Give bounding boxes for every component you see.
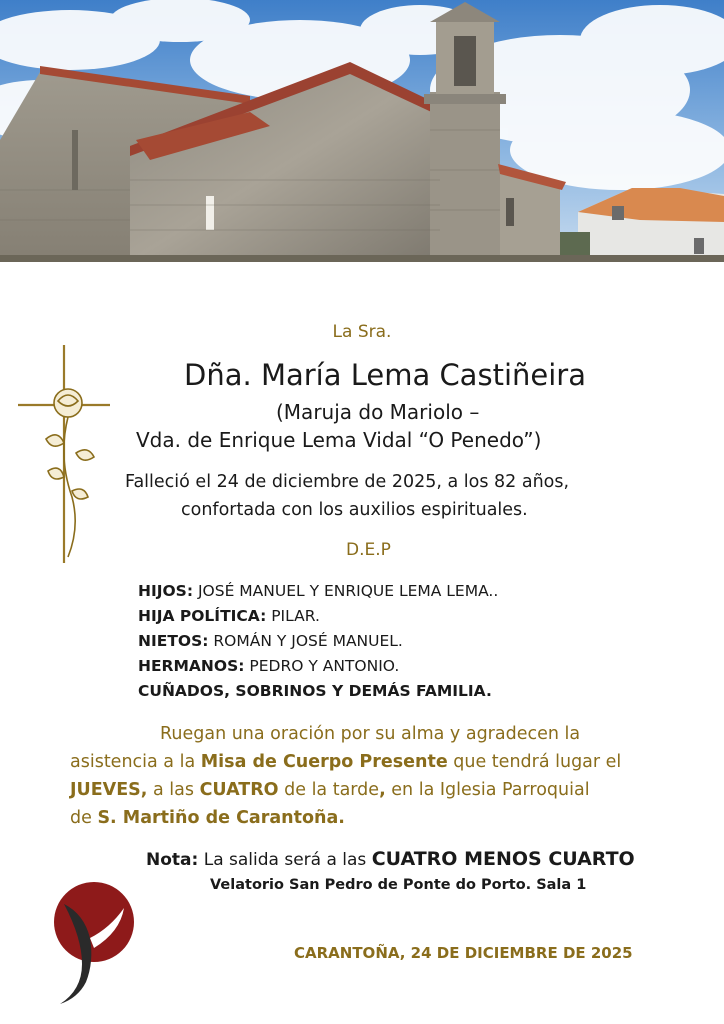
wake-location: Velatorio San Pedro de Ponte do Porto. Sala 1 bbox=[210, 877, 587, 893]
family-label: NIETOS: bbox=[138, 632, 209, 650]
prayer-line-4 bbox=[70, 804, 345, 833]
family-label: HIJOS: bbox=[138, 582, 194, 600]
family-value: ROMÁN Y JOSÉ MANUEL. bbox=[208, 632, 403, 650]
family-value: JOSÉ MANUEL Y ENRIQUE LEMA LEMA.. bbox=[193, 582, 499, 600]
prayer-text: a las bbox=[147, 780, 200, 800]
prayer-comma: , bbox=[379, 780, 386, 800]
family-row-other-relatives bbox=[138, 682, 492, 700]
family-label: CUÑADOS, SOBRINOS Y DEMÁS FAMILIA. bbox=[138, 682, 492, 700]
prayer-text: que tendrá lugar el bbox=[447, 752, 622, 772]
prayer-text: en la Iglesia Parroquial bbox=[385, 780, 590, 800]
dep-label: D.E.P bbox=[346, 540, 391, 560]
deceased-alias: (Maruja do Mariolo – bbox=[276, 400, 480, 424]
header-church-photo bbox=[0, 0, 724, 262]
family-label: HERMANOS: bbox=[138, 657, 245, 675]
intro-label: La Sra. bbox=[332, 322, 392, 342]
prayer-text: asistencia a la bbox=[70, 752, 201, 772]
family-row-siblings bbox=[138, 657, 399, 675]
funeral-home-logo bbox=[46, 880, 138, 1006]
prayer-text: de bbox=[70, 808, 98, 828]
church-name: S. Martiño de Carantoña. bbox=[97, 808, 345, 828]
family-label: HIJA POLÍTICA: bbox=[138, 607, 267, 625]
prayer-text: de la tarde bbox=[278, 780, 380, 800]
note-text: La salida será a las bbox=[198, 850, 372, 870]
day-label: JUEVES, bbox=[70, 780, 148, 800]
death-line-2: confortada con los auxilios espirituales. bbox=[181, 500, 528, 520]
departure-time: CUATRO MENOS CUARTO bbox=[371, 848, 635, 870]
prayer-line-2 bbox=[70, 748, 621, 777]
time-label: CUATRO bbox=[199, 780, 279, 800]
family-row-grandchildren bbox=[138, 632, 403, 650]
note-label: Nota: bbox=[146, 850, 199, 870]
prayer-line-3 bbox=[70, 776, 590, 805]
family-value: PILAR. bbox=[266, 607, 320, 625]
mass-label: Misa de Cuerpo Presente bbox=[200, 752, 448, 772]
death-line-1: Falleció el 24 de diciembre de 2025, a los 82 años, bbox=[125, 472, 570, 492]
footer-place-date: CARANTOÑA, 24 DE DICIEMBRE DE 2025 bbox=[294, 944, 633, 962]
departure-note bbox=[146, 848, 635, 870]
family-value: PEDRO Y ANTONIO. bbox=[244, 657, 400, 675]
prayer-line-1: Ruegan una oración por su alma y agradecen la bbox=[160, 724, 581, 744]
family-row-children bbox=[138, 582, 498, 600]
family-row-daughter-in-law bbox=[138, 607, 320, 625]
deceased-name: Dña. María Lema Castiñeira bbox=[184, 358, 586, 392]
widow-line: Vda. de Enrique Lema Vidal “O Penedo”) bbox=[136, 428, 542, 452]
